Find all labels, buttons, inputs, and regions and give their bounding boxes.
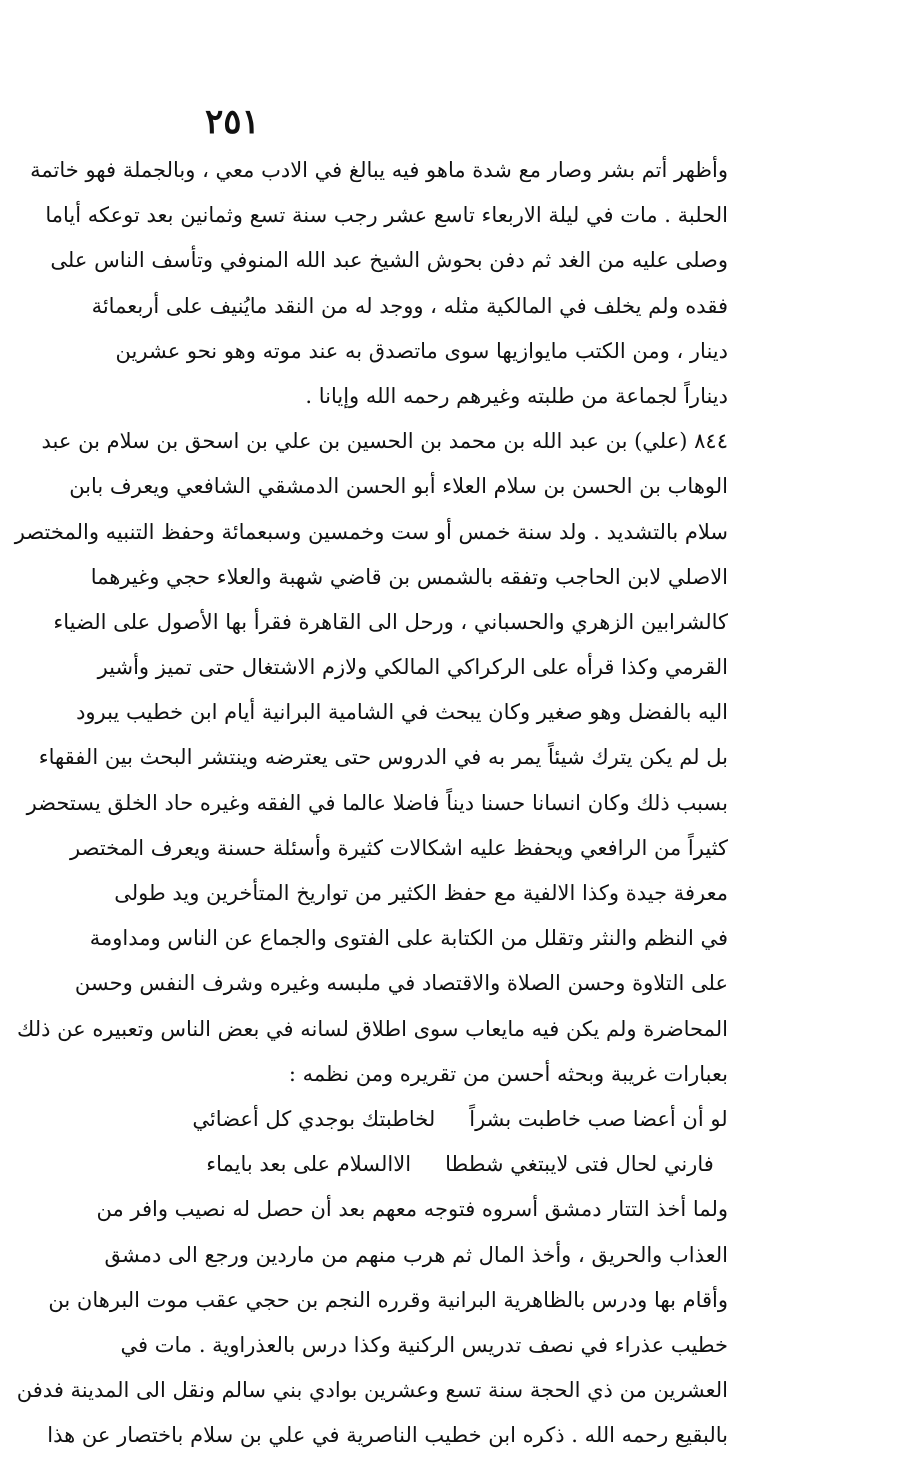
text-line: الوهاب بن الحسن بن سلام العلاء أبو الحسن الدمشقي الشافعي ويعرف بابن (69, 474, 728, 499)
verse-first-hemistich: فارني لحال فتى لايبتغي شططا (445, 1152, 714, 1177)
text-line: في النظم والنثر وتقلل من الكتابة على الفتوى والجماع عن الناس ومداومة (89, 926, 728, 951)
text-line: على التلاوة وحسن الصلاة والاقتصاد في ملبسه وغيره وشرف النفس وحسن (74, 971, 728, 996)
verse-second-hemistich: لخاطبتك بوجدي كل أعضائي (192, 1106, 436, 1131)
text-line: المحاضرة ولم يكن فيه مايعاب سوى اطلاق لسانه في بعض الناس وتعبيره عن ذلك (17, 1016, 728, 1041)
body-text (14, 148, 728, 1458)
text-line: فقده ولم يخلف في المالكية مثله ، ووجد له من النقد مايُنيف على أربعمائة (91, 293, 728, 318)
text-line: بعبارات غريبة وبحثه أحسن من تقريره ومن نظمه : (288, 1061, 728, 1086)
page-number: ٢٥١ (205, 102, 260, 142)
text-line: ديناراً لجماعة من طلبته وغيرهم رحمه الله وإيانا . (305, 383, 728, 408)
verse-first-hemistich: لو أن أعضا صب خاطبت بشراً (469, 1106, 728, 1131)
text-line: وأقام بها ودرس بالظاهرية البرانية وقرره النجم بن حجي عقب موت البرهان بن (48, 1287, 728, 1312)
text-line: اليه بالفضل وهو صغير وكان يبحث في الشامية البرانية أيام ابن خطيب يبرود (76, 700, 728, 725)
text-line: ولما أخذ التتار دمشق أسروه فتوجه معهم بعد أن حصل له نصيب وافر من (96, 1197, 728, 1222)
poem-verse (192, 1142, 728, 1187)
text-line: الاصلي لابن الحاجب وتفقه بالشمس بن قاضي شهبة والعلاء حجي وغيرهما (90, 564, 728, 589)
text-line: العذاب والحريق ، وأخذ المال ثم هرب منهم من ماردين ورجع الى دمشق (104, 1242, 728, 1267)
text-line: خطيب عذراء في نصف تدريس الركنية وكذا درس بالعذراوية . مات في (120, 1332, 728, 1357)
text-line: كثيراً من الرافعي ويحفظ عليه اشكالات كثيرة وأسئلة حسنة ويعرف المختصر (70, 835, 728, 860)
text-line: كالشرابين الزهري والحسباني ، ورحل الى القاهرة فقرأ بها الأصول على الضياء (53, 609, 728, 634)
text-line: وصلى عليه من الغد ثم دفن بحوش الشيخ عبد الله المنوفي وتأسف الناس على (50, 248, 728, 273)
text-line: القرمي وكذا قرأه على الركراكي المالكي ولازم الاشتغال حتى تميز وأشير (97, 655, 728, 680)
text-line: بسبب ذلك وكان انسانا حسنا ديناً فاضلا عالما في الفقه وغيره حاد الخلق يستحضر (26, 790, 728, 815)
poem-verse (192, 1097, 728, 1142)
text-line: سلام بالتشديد . ولد سنة خمس أو ست وخمسين وسبعمائة وحفظ التنبيه والمختصر (14, 519, 728, 544)
text-line: وأظهر أتم بشر وصار مع شدة ماهو فيه يبالغ في الادب معي ، وبالجملة فهو خاتمة (30, 158, 728, 182)
text-line: بالبقيع رحمه الله . ذكره ابن خطيب الناصرية في علي بن سلام باختصار عن هذا (47, 1423, 728, 1448)
text-line: دينار ، ومن الكتب مايوازيها سوى ماتصدق به عند موته وهو نحو عشرين (115, 338, 728, 363)
verse-second-hemistich: الاالسلام على بعد بايماء (206, 1152, 412, 1177)
text-line: العشرين من ذي الحجة سنة تسع وعشرين بوادي بني سالم ونقل الى المدينة فدفن (16, 1378, 728, 1403)
entry-heading-line: ٨٤٤ (علي) بن عبد الله بن محمد بن الحسين بن علي بن اسحق بن سلام بن عبد (41, 429, 728, 454)
text-line: بل لم يكن يترك شيئاً يمر به في الدروس حتى يعترضه وينتشر البحث بين الفقهاء (38, 745, 728, 770)
text-line: معرفة جيدة وكذا الالفية مع حفظ الكثير من تواريخ المتأخرين ويد طولى (114, 881, 728, 905)
text-line: الحلبة . مات في ليلة الاربعاء تاسع عشر رجب سنة تسع وثمانين بعد توعكه أياما (45, 203, 728, 228)
